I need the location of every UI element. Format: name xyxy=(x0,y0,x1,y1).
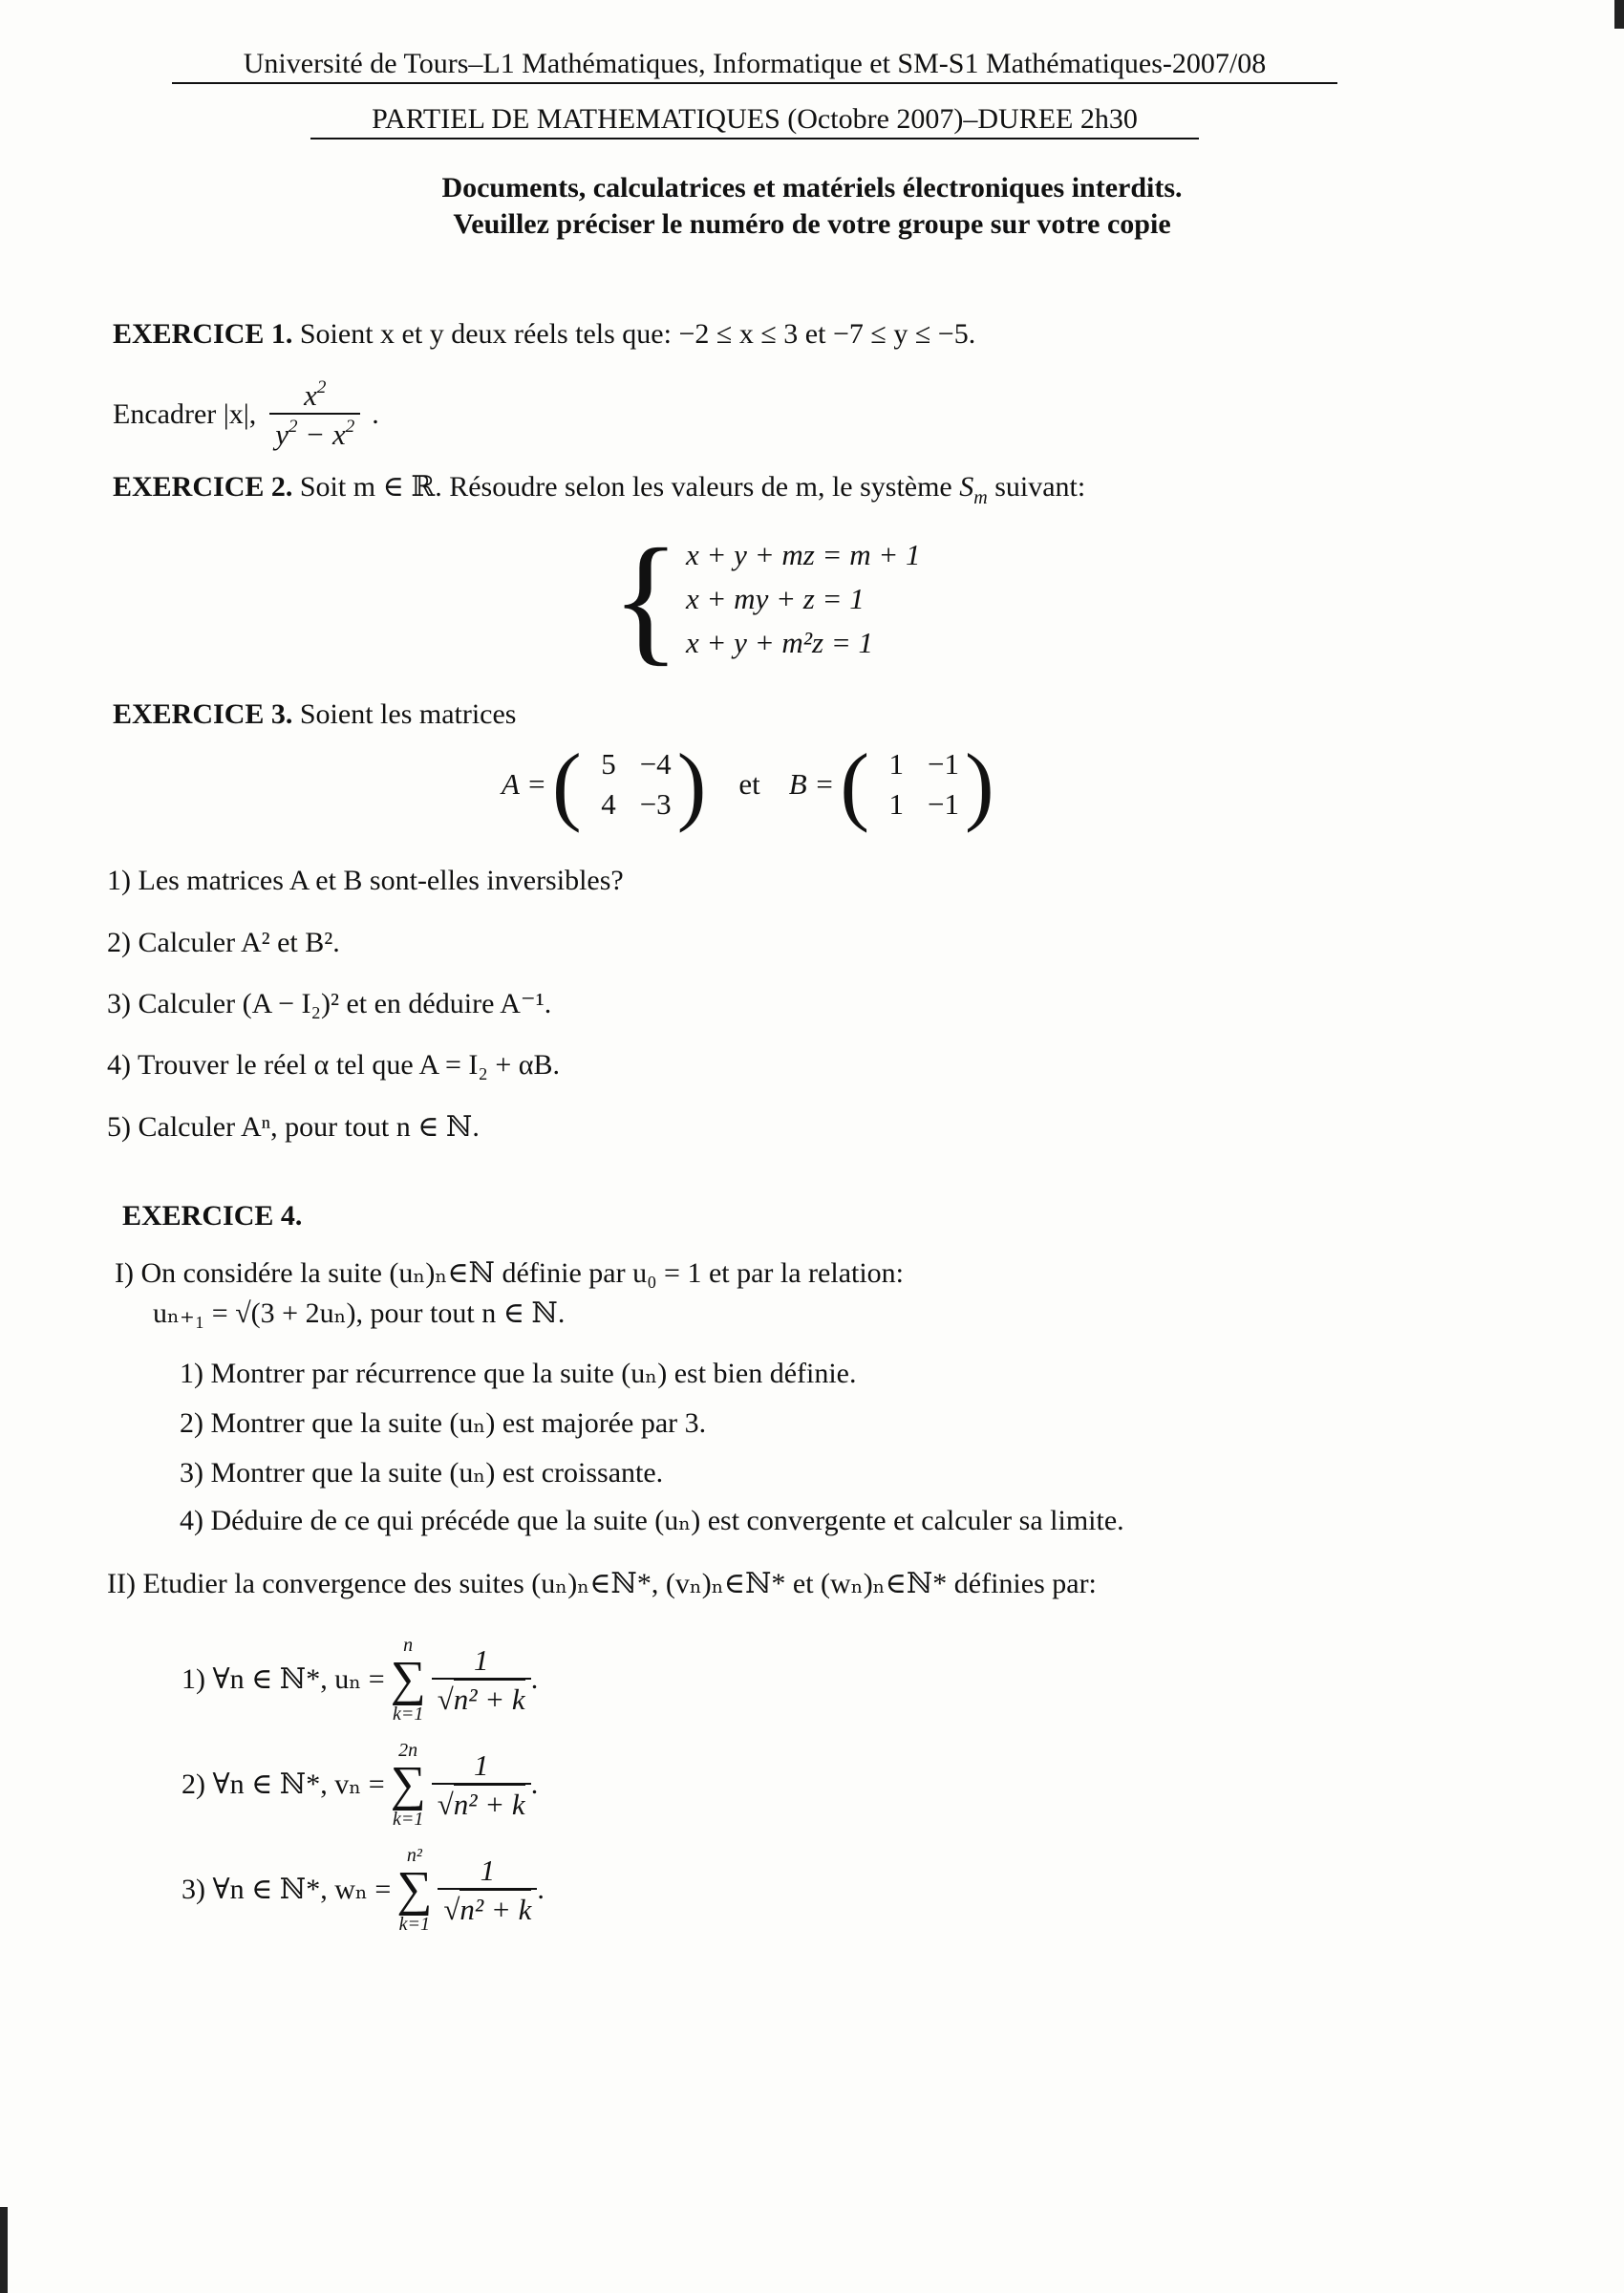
sum-label: 2) ∀n ∈ ℕ*, vₙ = xyxy=(182,1768,385,1800)
system-eq-2: x + my + z = 1 xyxy=(686,582,865,615)
exercise-3-title: EXERCICE 3. xyxy=(113,698,293,730)
exercise-4-question-4: 4) Déduire de ce qui précéde que la suite (uₙ) est convergente et calculer sa limite. xyxy=(180,1505,1124,1536)
exercise-1-task: Encadrer |x|, $\frac{x^2}{y^2 - x^2}$ . xyxy=(113,377,379,452)
scan-edge-left xyxy=(0,2207,8,2293)
matrix-a-cell: −4 xyxy=(639,747,672,781)
exercise-4-question-3: 3) Montrer que la suite (uₙ) est croissante. xyxy=(180,1457,664,1489)
system-brace: { xyxy=(611,520,680,678)
exercise-4-part-2: II) Etudier la convergence des suites (uₙ)ₙ∈ℕ*, (vₙ)ₙ∈ℕ* et (wₙ)ₙ∈ℕ* définies par: xyxy=(107,1568,1097,1599)
system-name: $S_m$ xyxy=(959,471,988,508)
matrix-b-cell: −1 xyxy=(927,747,959,781)
exercise-3-question-5: 5) Calculer Aⁿ, pour tout n ∈ ℕ. xyxy=(107,1111,480,1143)
matrix-a xyxy=(582,747,672,822)
sigma-icon: n² ∑ k=1 xyxy=(396,1845,433,1935)
sigma-icon: 2n ∑ k=1 xyxy=(390,1740,426,1830)
exercise-2-title: EXERCICE 2. xyxy=(113,471,293,503)
matrix-b-cell: 1 xyxy=(888,787,904,821)
matrices-conjunction: et xyxy=(738,767,760,801)
exercise-3-question-3: 3) Calculer (A − I₂)² et en déduire A⁻¹. xyxy=(107,988,552,1019)
exercise-2 xyxy=(113,470,1498,509)
notice-line-2: Veuillez préciser le numéro de votre groupe sur votre copie xyxy=(453,208,1171,240)
equation-system xyxy=(611,520,921,678)
sum-definition-v: 2) ∀n ∈ ℕ*, vₙ = 2n ∑ k=1 $\frac{1}{\text{√n² + k}}$ . xyxy=(182,1740,539,1830)
exercise-3-question-1: 1) Les matrices A et B sont-elles inversibles? xyxy=(107,865,624,896)
sum-fraction: $\frac{1}{\text{√n² + k}}$ xyxy=(438,1853,537,1927)
matrix-b xyxy=(869,747,959,822)
exercise-2-statement: Soit m ∈ ℝ. Résoudre selon les valeurs de m, le système xyxy=(299,471,952,503)
matrix-b-cell: 1 xyxy=(888,747,904,781)
exercise-4-title: EXERCICE 4. xyxy=(122,1200,303,1232)
matrix-b-label: B = xyxy=(788,767,835,801)
system-eq-3: x + y + m²z = 1 xyxy=(686,626,874,659)
exam-title: PARTIEL DE MATHEMATIQUES (Octobre 2007)–DUREE 2h30 xyxy=(310,103,1199,139)
fraction-x2-over-y2-minus-x2: $\frac{x^2}{y^2 - x^2}$ xyxy=(269,377,360,452)
exercise-2-statement-end: suivant: xyxy=(994,471,1086,503)
sum-definition-u: 1) ∀n ∈ ℕ*, uₙ = n ∑ k=1 $\frac{1}{\text{√n² + k}}$ . xyxy=(182,1635,539,1725)
sum-label: 3) ∀n ∈ ℕ*, wₙ = xyxy=(182,1874,392,1905)
sum-label: 1) ∀n ∈ ℕ*, uₙ = xyxy=(182,1663,385,1695)
matrix-b-cell: −1 xyxy=(927,787,959,821)
exercise-1-statement: Soient x et y deux réels tels que: −2 ≤ x ≤ 3 et −7 ≤ y ≤ −5. xyxy=(299,318,976,350)
exercise-1 xyxy=(113,317,1498,352)
sum-definition-w: 3) ∀n ∈ ℕ*, wₙ = n² ∑ k=1 $\frac{1}{\text{√n² + k}}$ . xyxy=(182,1845,545,1935)
sum-fraction: $\frac{1}{\text{√n² + k}}$ xyxy=(432,1642,531,1717)
sum-fraction: $\frac{1}{\text{√n² + k}}$ xyxy=(432,1747,531,1822)
notice-line-1: Documents, calculatrices et matériels électroniques interdits. xyxy=(441,172,1183,204)
matrix-a-label: A = xyxy=(502,767,547,801)
exercise-1-task-text: Encadrer |x|, xyxy=(113,398,257,431)
exercise-4-part-1: I) On considére la suite (uₙ)ₙ∈ℕ définie par u₀ = 1 et par la relation: xyxy=(115,1257,905,1289)
exercise-1-title: EXERCICE 1. xyxy=(113,318,293,350)
exercise-4-question-1: 1) Montrer par récurrence que la suite (uₙ) est bien définie. xyxy=(180,1358,857,1389)
scan-edge-right xyxy=(1614,0,1624,29)
exercise-3-question-4: 4) Trouver le réel α tel que A = I₂ + αB. xyxy=(107,1049,561,1081)
exercise-4-recurrence: uₙ₊₁ = √(3 + 2uₙ), pour tout n ∈ ℕ. xyxy=(153,1297,566,1329)
system-eq-1: x + y + mz = m + 1 xyxy=(686,538,921,571)
matrix-a-cell: 5 xyxy=(601,747,616,781)
matrix-a-cell: −3 xyxy=(639,787,672,821)
exercise-3-statement: Soient les matrices xyxy=(299,698,517,730)
matrices: A = ( 5 −4 4 −3 ) et B = ( 1 −1 1 −1 ) xyxy=(502,736,994,833)
institution-header: Université de Tours–L1 Mathématiques, Informatique et SM-S1 Mathématiques-2007/08 xyxy=(172,48,1337,84)
sigma-icon: n ∑ k=1 xyxy=(390,1635,426,1725)
exercise-4-question-2: 2) Montrer que la suite (uₙ) est majorée par 3. xyxy=(180,1407,707,1439)
matrix-a-cell: 4 xyxy=(601,787,616,821)
exercise-3-question-2: 2) Calculer A² et B². xyxy=(107,927,340,958)
exercise-3 xyxy=(113,697,1498,732)
